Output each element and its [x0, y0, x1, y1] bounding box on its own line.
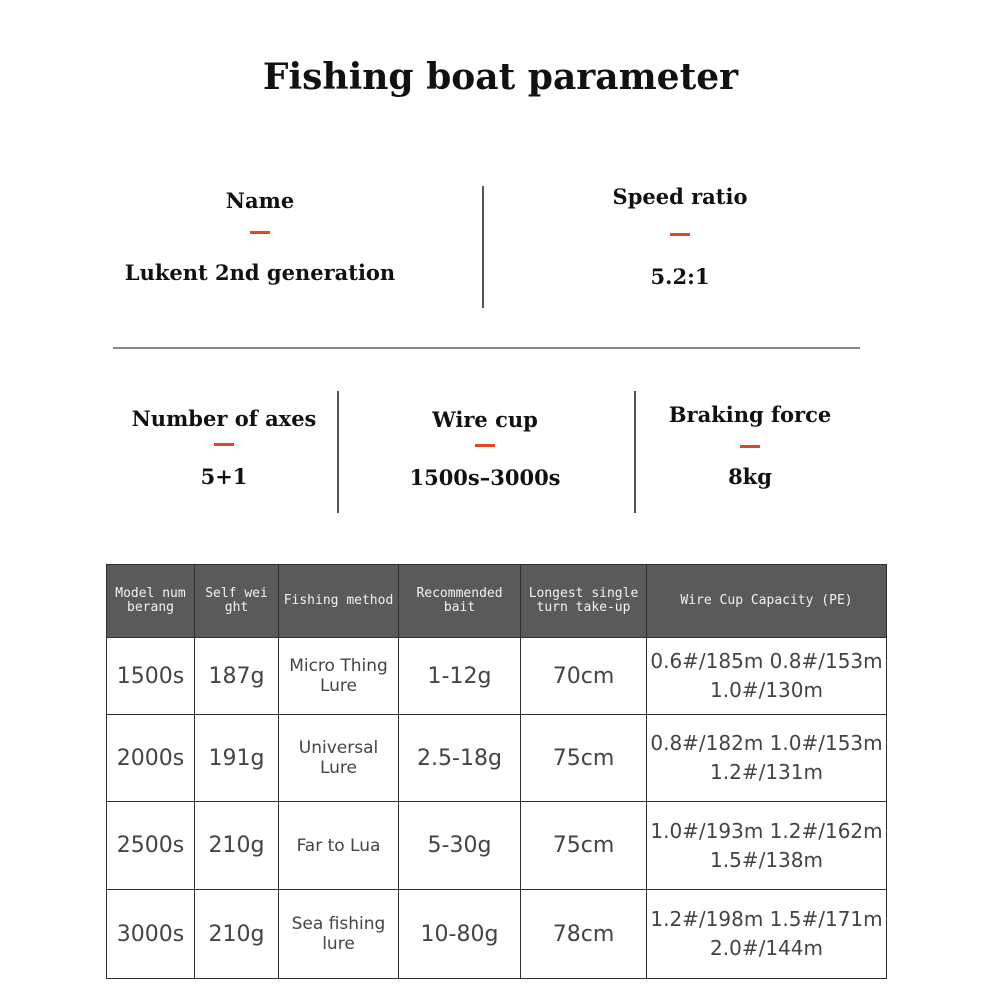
cell-bait: 2.5-18g [399, 715, 521, 802]
spec-value: Lukent 2nd generation [124, 260, 396, 285]
spec-label: Wire cup [432, 407, 538, 432]
cell-method: Micro Thing Lure [279, 638, 399, 715]
accent-dash [670, 233, 690, 236]
cell-takeup: 75cm [521, 802, 647, 890]
spec-label: Name [225, 188, 295, 213]
table-header-row [107, 565, 887, 638]
cell-weight: 191g [195, 715, 279, 802]
cell-takeup: 75cm [521, 715, 647, 802]
cell-capacity: 0.6#/185m 0.8#/153m 1.0#/130m [647, 638, 887, 715]
cell-method: Universal Lure [279, 715, 399, 802]
divider [482, 186, 484, 308]
spec-braking-force [640, 402, 860, 489]
divider [634, 391, 636, 513]
cell-capacity: 1.0#/193m 1.2#/162m 1.5#/138m [647, 802, 887, 890]
cell-weight: 187g [195, 638, 279, 715]
accent-dash [740, 445, 760, 448]
section-divider [113, 347, 860, 349]
cell-model: 2000s [107, 715, 195, 802]
cell-method: Far to Lua [279, 802, 399, 890]
cell-bait: 10-80g [399, 890, 521, 979]
cell-weight: 210g [195, 802, 279, 890]
cell-capacity: 0.8#/182m 1.0#/153m 1.2#/131m [647, 715, 887, 802]
accent-dash [475, 444, 495, 447]
spec-table [106, 564, 887, 979]
cell-bait: 5-30g [399, 802, 521, 890]
page-title: Fishing boat parameter [262, 56, 739, 98]
spec-name [110, 188, 410, 285]
cell-bait: 1-12g [399, 638, 521, 715]
cell-weight: 210g [195, 890, 279, 979]
spec-value: 8kg [728, 464, 772, 489]
cell-model: 3000s [107, 890, 195, 979]
spec-value: 1500s–3000s [409, 465, 561, 490]
column-header-capacity: Wire Cup Capacity (PE) [647, 565, 887, 638]
accent-dash [214, 443, 234, 446]
column-header-method: Fishing method [279, 565, 399, 638]
table-row [107, 715, 887, 802]
cell-takeup: 78cm [521, 890, 647, 979]
column-header-takeup: Longest single turn take-up [521, 565, 647, 638]
cell-capacity: 1.2#/198m 1.5#/171m 2.0#/144m [647, 890, 887, 979]
column-header-model: Model num berang [107, 565, 195, 638]
table-row [107, 638, 887, 715]
column-header-weight: Self wei ght [195, 565, 279, 638]
table-row [107, 890, 887, 979]
column-header-bait: Recommended bait [399, 565, 521, 638]
divider [337, 391, 339, 513]
spec-label: Braking force [668, 402, 832, 427]
spec-value: 5+1 [200, 464, 248, 489]
spec-axes [110, 406, 338, 489]
spec-value: 5.2:1 [650, 264, 710, 289]
cell-takeup: 70cm [521, 638, 647, 715]
cell-method: Sea fishing lure [279, 890, 399, 979]
spec-speed-ratio [530, 184, 830, 289]
cell-model: 1500s [107, 638, 195, 715]
table-row [107, 802, 887, 890]
spec-wire-cup [350, 407, 620, 490]
spec-label: Speed ratio [612, 184, 748, 209]
cell-model: 2500s [107, 802, 195, 890]
accent-dash [250, 231, 270, 234]
spec-label: Number of axes [131, 406, 317, 431]
